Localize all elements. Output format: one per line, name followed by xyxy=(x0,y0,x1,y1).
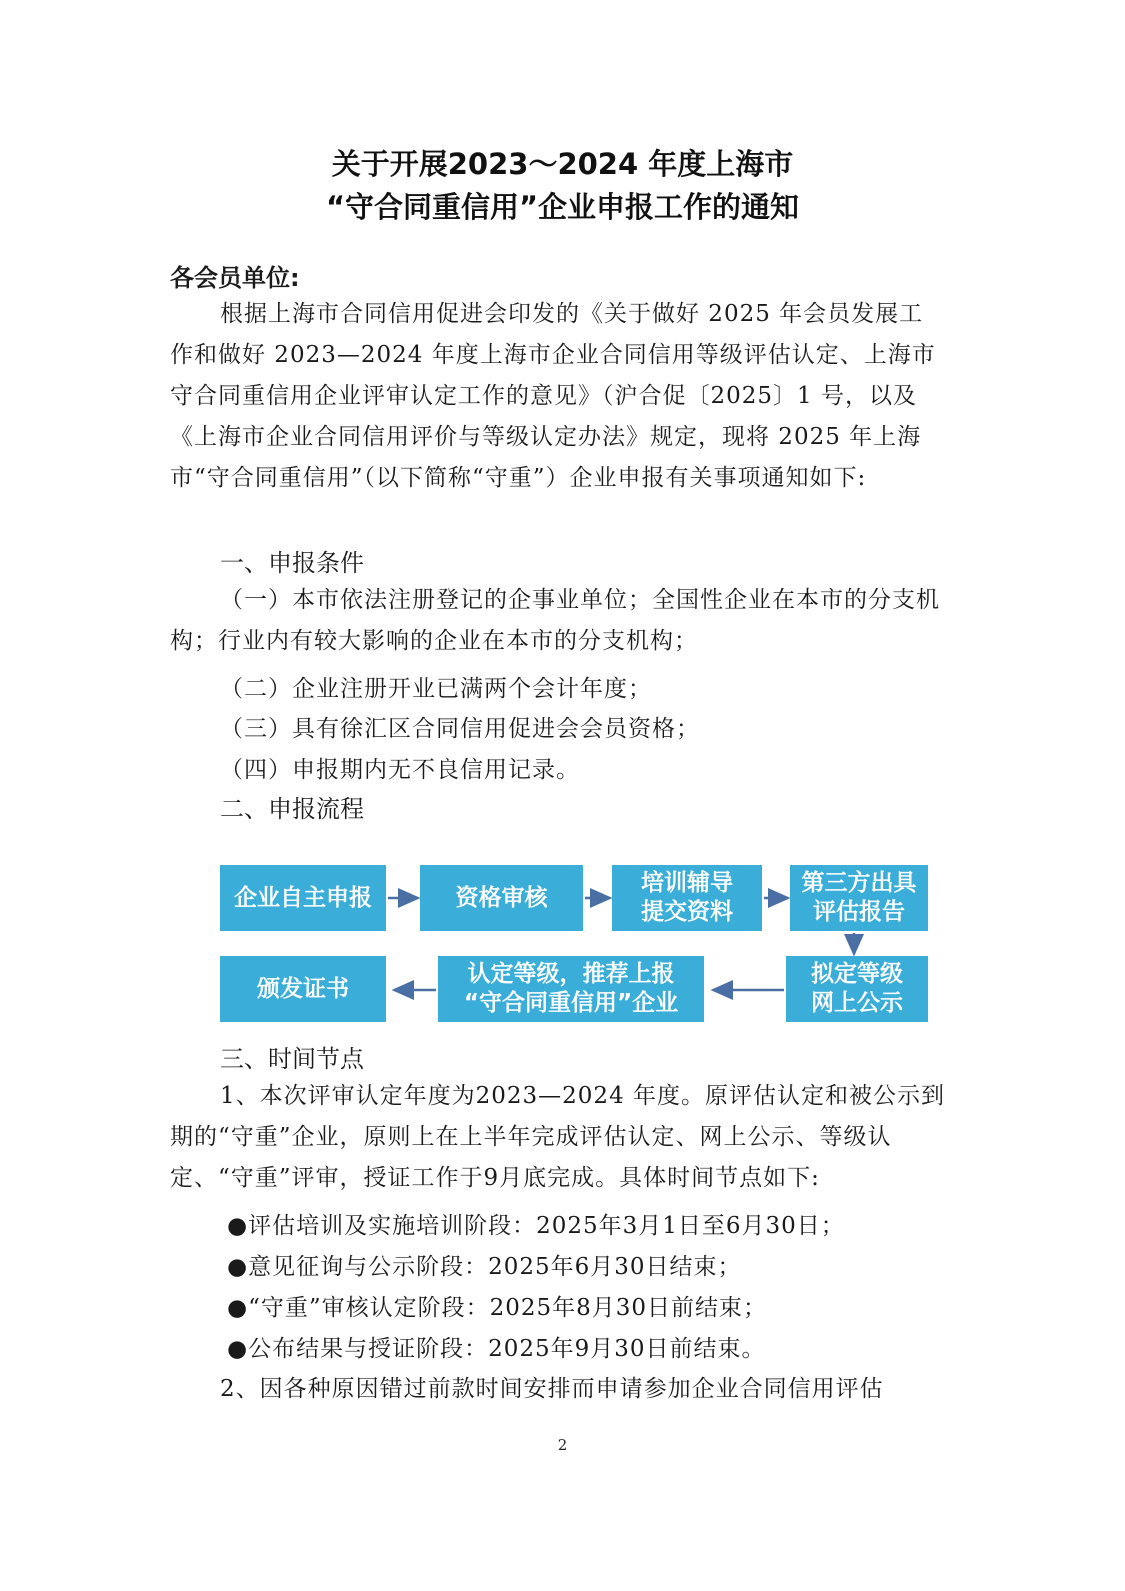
flow-step-issue-certificate xyxy=(220,956,386,1022)
flow-step-training-label-2: 提交资料 xyxy=(641,899,733,925)
intro-paragraph xyxy=(170,294,945,499)
intro-text: 根据上海市合同信用促进会印发的《关于做好 2025 年会员发展工作和做好 2023—2024 年度上海市企业合同信用等级评估认定、上海市守合同重信用企业评审认定工作的意见》（沪合促〔2025〕1 号，以及《上海市企业合同信用评价与等级认定办法》规定，现将 2025 年上海市“守合同重信用”（以下简称“守重”）企业申报有关事项通知如下: xyxy=(170,301,936,491)
flow-step-training-label-1: 培训辅导 xyxy=(641,870,733,896)
flow-step-third-party-report-label-1: 第三方出具 xyxy=(801,870,917,896)
condition-item-4: （四）申报期内无不良信用记录。 xyxy=(220,757,580,783)
flow-step-issue-certificate-label: 颁发证书 xyxy=(257,975,349,1002)
flow-step-training xyxy=(612,865,762,931)
section2-heading: 二、申报流程 xyxy=(220,795,364,823)
flow-step-certify-recommend-label-2: “守合同重信用”企业 xyxy=(463,990,679,1016)
section1-heading: 一、申报条件 xyxy=(220,549,364,577)
flow-step-grade-publicize xyxy=(786,956,928,1022)
section3-heading: 三、时间节点 xyxy=(220,1045,364,1073)
flow-step-grade-publicize-label-1: 拟定等级 xyxy=(811,961,903,987)
flow-step-certify-recommend xyxy=(438,956,704,1022)
timeline-bullet-1: ●评估培训及实施培训阶段：2025年3月1日至6月30日； xyxy=(227,1213,845,1239)
flow-step-third-party-report-label-2: 评估报告 xyxy=(813,899,905,925)
condition-item-1-text: （一）本市依法注册登记的企事业单位；全国性企业在本市的分支机构；行业内有较大影响的企业在本市的分支机构； xyxy=(170,587,940,654)
process-flowchart xyxy=(218,860,930,1026)
flow-step-third-party-report xyxy=(790,865,928,931)
flow-step-qualification-review-label: 资格审核 xyxy=(455,884,548,911)
title-line-1: 关于开展2023～2024 年度上海市 xyxy=(331,147,794,181)
timeline-bullet-4: ●公布结果与授证阶段：2025年9月30日前结束。 xyxy=(227,1336,766,1362)
timeline-paragraph-2: 2、因各种原因错过前款时间安排而申请参加企业合同信用评估 xyxy=(220,1376,884,1402)
timeline-bullet-2: ●意见征询与公示阶段：2025年6月30日结束； xyxy=(227,1254,742,1280)
flow-step-self-apply-label: 企业自主申报 xyxy=(234,884,372,911)
flow-step-certify-recommend-label-1: 认定等级，推荐上报 xyxy=(467,961,675,987)
page-number: 2 xyxy=(557,1436,568,1454)
condition-item-3: （三）具有徐汇区合同信用促进会会员资格； xyxy=(220,716,700,742)
timeline-paragraph-1 xyxy=(170,1076,945,1199)
salutation: 各会员单位: xyxy=(170,264,300,292)
condition-item-2: （二）企业注册开业已满两个会计年度； xyxy=(220,676,652,702)
timeline-paragraph-1-text: 1、本次评审认定年度为2023—2024 年度。原评估认定和被公示到期的“守重”企业，原则上在上半年完成评估认定、网上公示、等级认定、“守重”评审，授证工作于9月底完成。具体时间节点如下: xyxy=(170,1083,946,1191)
flow-step-grade-publicize-label-2: 网上公示 xyxy=(811,990,903,1016)
title-line-2: “守合同重信用”企业申报工作的通知 xyxy=(325,190,800,224)
flow-step-qualification-review xyxy=(420,865,583,931)
condition-item-1 xyxy=(170,580,945,662)
flow-step-self-apply xyxy=(220,865,386,931)
timeline-bullet-3: ●“守重”审核认定阶段：2025年8月30日前结束； xyxy=(227,1295,768,1321)
